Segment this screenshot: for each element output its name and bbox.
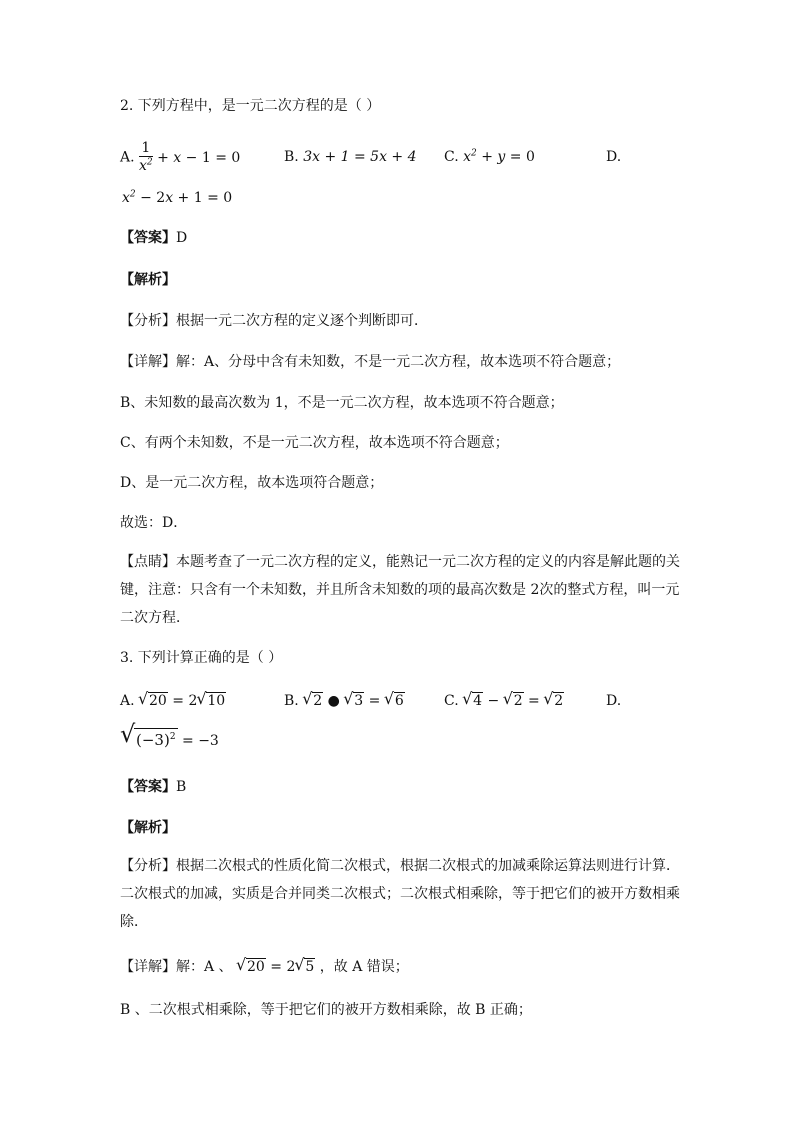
q3-answer-tag: 【答案】 (120, 779, 176, 795)
q3-analysis-tag: 【解析】 (120, 820, 176, 836)
q3-option-a-expr: √ 20 = 2√ 10 (139, 693, 226, 709)
q2-answer-value: D (176, 230, 188, 246)
q2-option-a-label: A. (120, 149, 135, 166)
q3-xiangjie-prefix: 【详解】解：A 、 (120, 959, 233, 975)
q2-option-c (444, 147, 535, 167)
q3-stem: 3. 下列计算正确的是（ ） (120, 650, 283, 666)
q3-xiangjie-suffix: ，故 A 错误； (319, 959, 409, 975)
q3-option-b-label: B. (284, 693, 299, 709)
q2-option-a-expr: $\frac{1}{x^2}$ + x − 1 = 0 (139, 140, 241, 174)
q2-option-a (120, 140, 240, 175)
q2-fenxi: 【分析】根据一元二次方程的定义逐个判断即可． (120, 313, 428, 329)
q2-line-b: B、未知数的最高次数为 1，不是一元二次方程，故本选项不符合题意； (120, 395, 564, 411)
q2-option-c-expr: $x^2 + y = 0$ (463, 148, 535, 165)
q3-option-a (120, 691, 226, 711)
q2-option-d-label: D. (606, 149, 622, 165)
q2-analysis-tag: 【解析】 (120, 272, 176, 288)
q3-answer (120, 777, 186, 797)
q3-option-d-label: D. (606, 693, 622, 709)
q3-option-c-expr: √ 4 − √ 2 = √ 2 (463, 693, 564, 709)
q2-answer (120, 228, 187, 248)
q2-line-d: D、是一元二次方程，故本选项符合题意； (120, 475, 384, 491)
q2-answer-tag: 【答案】 (120, 230, 176, 246)
q3-fenxi: 【分析】根据二次根式的性质化简二次根式，根据二次根式的加减乘除运算法则进行计算．二次根式的加减，实质是合并同类二次根式；二次根式相乘除，等于把它们的被开方数相乘除． (120, 858, 680, 930)
q3-xiangjie-expr: √ 20 = 2√ 5 (237, 959, 315, 975)
q3-answer-value: B (176, 779, 187, 795)
q3-option-d-expr: √ $(-3)^2 = -3$ (122, 730, 219, 751)
q2-dianjing: 【点睛】本题考查了一元二次方程的定义，能熟记一元二次方程的定义的内容是解此题的关键，注意：只含有一个未知数，并且所含未知数的项的最高次数是 2次的整式方程，叫一元二次方程． (120, 554, 680, 626)
q3-option-b-expr: √ 2 ● √ 3 = √ 6 (303, 693, 405, 709)
q3-xiangjie (120, 957, 409, 977)
q2-stem: 2. 下列方程中，是一元二次方程的是（ ） (120, 98, 381, 114)
q2-guxuan: 故选：D． (120, 515, 188, 531)
q2-option-b-label: B. (284, 149, 299, 165)
q3-line-b: B 、二次根式相乘除，等于把它们的被开方数相乘除，故 B 正确； (120, 1002, 532, 1018)
q2-option-d-expr: $x^2 - 2x + 1 = 0$ (122, 189, 233, 206)
q3-option-c-label: C. (444, 693, 459, 709)
q2-option-b-expr: 3x + 1 = 5x + 4 (303, 149, 417, 165)
q2-option-c-label: C. (444, 149, 459, 165)
q3-option-c (444, 691, 564, 711)
q2-xiangjie: 【详解】解：A、分母中含有未知数，不是一元二次方程，故本选项不符合题意； (120, 354, 621, 370)
q3-option-b (284, 691, 405, 711)
q2-line-c: C、有两个未知数，不是一元二次方程，故本选项不符合题意； (120, 435, 509, 451)
q2-option-b (284, 147, 417, 167)
q3-option-a-label: A. (120, 693, 135, 709)
